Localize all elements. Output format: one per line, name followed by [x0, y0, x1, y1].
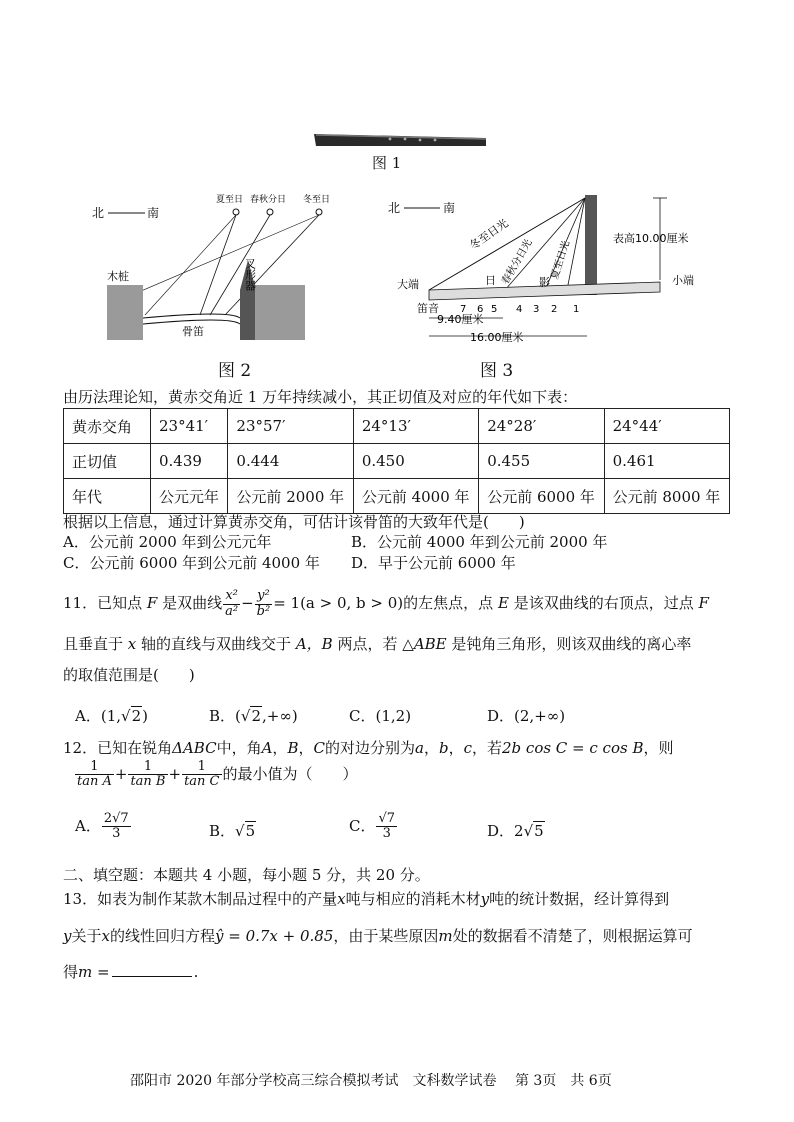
table-cell: 23°41′ [151, 409, 228, 444]
fig3-ying-label: 影 [539, 276, 550, 289]
q12-option-b: B．√5 [209, 822, 256, 840]
q13-equation: ŷ = 0.7x + 0.85 [214, 927, 334, 945]
fig3-hole-1: 1 [573, 304, 580, 315]
q12-tan-c: tan C [184, 774, 220, 790]
fig3-hole-4: 4 [516, 304, 523, 315]
page-footer: 邵阳市 2020 年部分学校高三综合模拟考试 文科数学试卷 第 3页 共 6页 [130, 1073, 612, 1089]
q12-text: 已知在锐角 [97, 739, 173, 757]
q12-comma: ， [423, 739, 439, 757]
q13-line3 [63, 961, 198, 982]
q12-opt-a-frac [102, 812, 131, 842]
table-cell: 黄赤交角 [64, 409, 151, 444]
fig2-bone-flute-label: 骨笛 [182, 325, 204, 338]
q12-option-d: D．2√5 [487, 822, 544, 840]
q12-one: 1 [182, 760, 221, 775]
q12-var-a: A [261, 739, 273, 757]
fig3-small-end-label: 小端 [672, 274, 694, 287]
q11-option-d [487, 705, 565, 726]
figure-3-diagram [385, 190, 720, 355]
q10-option-b: B．公元前 4000 年到公元前 2000 年 [351, 533, 608, 551]
q11-opt-label: B． [209, 707, 236, 725]
q11-triangle: △ABE [402, 635, 447, 653]
q12-opt-label: B． [209, 822, 236, 840]
q12-plus: + [114, 764, 128, 783]
q12-number: 12． [63, 739, 98, 757]
q11-opt-text: (2,+∞) [514, 707, 566, 725]
q12-tan-b: tan B [130, 774, 166, 790]
table-cell: 正切值 [64, 444, 151, 479]
table-cell: 公元前 6000 年 [479, 479, 604, 514]
table-cell: 0.444 [228, 444, 353, 479]
q11-text: 是该双曲线的右顶点，过点 [513, 594, 694, 612]
q11-var-ab: A，B [295, 635, 333, 653]
figure-2-caption: 图 2 [218, 361, 252, 381]
q12-var-c: C [313, 739, 325, 757]
q11-eq-rest: = 1(a > 0, b > 0) [273, 594, 404, 612]
fig3-length-16-00: 16.00厘米 [470, 331, 524, 344]
q12-opt-a-den: 3 [112, 826, 121, 842]
q11-b2: b² [256, 603, 271, 619]
q11-text: 已知点 [97, 594, 143, 612]
q13-var-y: y [480, 890, 490, 908]
q12-comma: ， [448, 739, 464, 757]
q11-text: 轴的直线与双曲线交于 [141, 635, 292, 653]
q12-opt-c-num: √7 [378, 811, 396, 826]
q13-text: 如表为制作某款木制品过程中的产量 [97, 890, 338, 908]
q11-line1: 11．已知点 F 是双曲线 $\frac{\text{x²}}{\text{a²}}$ − $\frac{\text{y²}}{\text{b²}}$ = 1(a > 0, b > 0)的左焦点，点 E 是该双曲线的右顶点，过点 F [63, 588, 709, 619]
q12-equation: 2b cos C = c cos B [502, 739, 644, 757]
q11-opt-text: ( [235, 707, 241, 725]
q11-opt-text: (1,2) [375, 707, 412, 725]
q13-text: ，由于某些原因 [333, 927, 439, 945]
q12-frac-c [182, 760, 221, 790]
q11-frac-y [255, 589, 273, 619]
q11-text: 两点，若 [337, 635, 398, 653]
section-2-heading: 二、填空题：本题共 4 小题，每小题 5 分，共 20 分。 [63, 866, 430, 884]
q11-option-b: B．(√2,+∞) [209, 707, 298, 725]
q12-tan-a: tan A [77, 774, 112, 790]
q11-line2 [63, 633, 691, 654]
q11-line3: 的取值范围是( ) [63, 666, 195, 684]
q12-triangle: ΔABC [172, 739, 217, 757]
q13-period: . [193, 963, 199, 981]
fig3-height-label: 表高10.00厘米 [613, 232, 689, 245]
q13-number: 13． [63, 890, 98, 908]
q11-opt-text: (1, [100, 707, 122, 725]
q12-frac-a [75, 760, 114, 790]
q12-frac-b [128, 760, 167, 790]
q13-text: 得 [63, 963, 79, 981]
fig3-winter-light: 冬至日光 [467, 216, 511, 253]
q11-opt-root: 2 [251, 707, 261, 725]
q12-opt-b-root: 5 [245, 822, 256, 840]
q10-option-c: C．公元前 6000 年到公元前 4000 年 [63, 554, 320, 572]
figure-2-diagram [90, 190, 340, 360]
q11-opt-label: D． [487, 707, 515, 725]
q13-var-x: x [337, 890, 346, 908]
obliquity-table [63, 408, 730, 514]
q12-side-a: a [414, 739, 424, 757]
q13-text: 处的数据看不清楚了，则根据运算可 [452, 927, 693, 945]
q12-opt-a-num: 2√7 [103, 811, 129, 826]
q12-text: 的最小值为（ ） [222, 764, 358, 783]
fig3-equinox-light: 春秋分日光 [500, 237, 535, 287]
fig3-hole-6: 6 [477, 304, 484, 315]
q13-line2 [63, 925, 693, 946]
q12-opt-d-root: 5 [534, 822, 544, 840]
bone-flute-photo [310, 124, 490, 154]
table-cell: 23°57′ [228, 409, 353, 444]
table-cell: 0.461 [604, 444, 729, 479]
figure-1-caption: 图 1 [372, 154, 402, 172]
q11-var-f2: F [698, 594, 709, 612]
q11-text: 的左焦点，点 [403, 594, 494, 612]
q12-plus: + [168, 764, 182, 783]
fig3-hole-5: 5 [491, 304, 498, 315]
q11-option-a: A．(1,√2) [75, 707, 148, 725]
q11-text: 是双曲线 [162, 594, 223, 612]
q12-opt-d-pre: 2 [514, 822, 524, 840]
q12-one: 1 [128, 760, 167, 775]
q13-text: 吨的统计数据，经计算得到 [489, 890, 670, 908]
q12-line1 [63, 737, 674, 758]
q13-var-m: m = [78, 963, 110, 981]
table-row [64, 479, 730, 514]
q13-var-x: x [101, 927, 110, 945]
q12-option-c [349, 812, 398, 842]
table-cell: 公元前 8000 年 [604, 479, 729, 514]
q11-opt-end: ) [142, 707, 148, 725]
q13-text: 关于 [71, 927, 102, 945]
q11-var-x: x [127, 635, 137, 653]
table-cell: 24°13′ [353, 409, 478, 444]
q13-text: 吨与相应的消耗木材 [345, 890, 481, 908]
q11-x2: x² [223, 589, 240, 604]
q10-stem: 根据以上信息，通过计算黄赤交角，可估计该骨笛的大致年代是( ) [63, 513, 525, 531]
table-cell: 年代 [64, 479, 151, 514]
fig3-big-end-label: 大端 [397, 278, 419, 291]
q12-line2 [74, 760, 358, 790]
q11-number: 11． [63, 594, 98, 612]
table-cell: 公元元年 [151, 479, 228, 514]
q13-var-m: m [438, 927, 453, 945]
q12-text: 中，角 [216, 739, 262, 757]
q12-var-b: B [287, 739, 299, 757]
q11-var-e: E [497, 594, 509, 612]
q11-opt-label: A． [75, 707, 101, 725]
q11-text: 且垂直于 [63, 635, 124, 653]
table-row [64, 409, 730, 444]
fig3-north-label: 北 [388, 201, 401, 215]
fig3-flute-holes-label: 笛音 [417, 302, 439, 315]
fig3-hole-3: 3 [533, 304, 540, 315]
q13-var-y: y [63, 927, 72, 945]
q12-text: ，若 [471, 739, 502, 757]
fig2-forked-instrument-label: 叉形器 [243, 258, 257, 291]
q11-frac-x [223, 589, 240, 619]
fig2-wooden-post-label: 木桩 [107, 270, 129, 283]
q12-comma: ， [298, 739, 314, 757]
q10-option-d: D．早于公元前 6000 年 [351, 554, 516, 572]
intro-text: 由历法理论知，黄赤交角近 1 万年持续减小，其正切值及对应的年代如下表： [63, 388, 578, 406]
q11-option-c [349, 705, 411, 726]
q13-answer-blank[interactable] [112, 962, 192, 977]
fig3-hole-7: 7 [460, 304, 467, 315]
q12-option-a [75, 812, 132, 842]
fig3-ri-label: 日 [485, 274, 496, 287]
q11-opt-label: C． [349, 707, 376, 725]
q10-option-a: A．公元前 2000 年到公元元年 [63, 533, 272, 551]
q12-side-c: c [463, 739, 472, 757]
fig3-hole-2: 2 [551, 304, 558, 315]
q12-comma: ， [272, 739, 288, 757]
table-cell: 公元前 4000 年 [353, 479, 478, 514]
table-cell: 0.455 [479, 444, 604, 479]
q12-opt-c-den: 3 [382, 826, 391, 842]
table-cell: 24°44′ [604, 409, 729, 444]
q12-opt-label: A． [75, 816, 101, 835]
q13-line1 [63, 888, 669, 909]
q12-text: 的对边分别为 [324, 739, 415, 757]
fig2-winter-solstice: 冬至日 [303, 195, 331, 205]
q11-opt-end: ,+∞) [262, 707, 298, 725]
fig2-south-label: 南 [147, 206, 160, 220]
q12-one: 1 [75, 760, 114, 775]
q13-text: 的线性回归方程 [109, 927, 215, 945]
fig2-north-label: 北 [92, 206, 105, 220]
fig3-south-label: 南 [443, 201, 456, 215]
q12-opt-c-frac [376, 812, 397, 842]
q11-y2: y² [255, 589, 273, 604]
q12-opt-label: C． [349, 816, 376, 835]
q12-side-b: b [438, 739, 449, 757]
table-cell: 0.450 [353, 444, 478, 479]
fig2-equinox: 春秋分日 [250, 195, 287, 205]
fig3-length-9-40: 9.40厘米 [437, 313, 484, 326]
q11-var-f: F [146, 594, 158, 612]
q11-text: 是钝角三角形，则该双曲线的离心率 [451, 635, 692, 653]
q11-opt-root: 2 [131, 707, 142, 725]
fig3-summer-light: 夏至日光 [549, 239, 573, 281]
fig2-summer-solstice: 夏至日 [216, 195, 244, 205]
table-row [64, 444, 730, 479]
figure-3-caption: 图 3 [480, 361, 514, 381]
table-cell: 0.439 [151, 444, 228, 479]
table-cell: 24°28′ [479, 409, 604, 444]
q11-a2: a² [225, 603, 239, 619]
q12-text: ，则 [643, 739, 674, 757]
q12-opt-label: D． [487, 822, 515, 840]
table-cell: 公元前 2000 年 [228, 479, 353, 514]
